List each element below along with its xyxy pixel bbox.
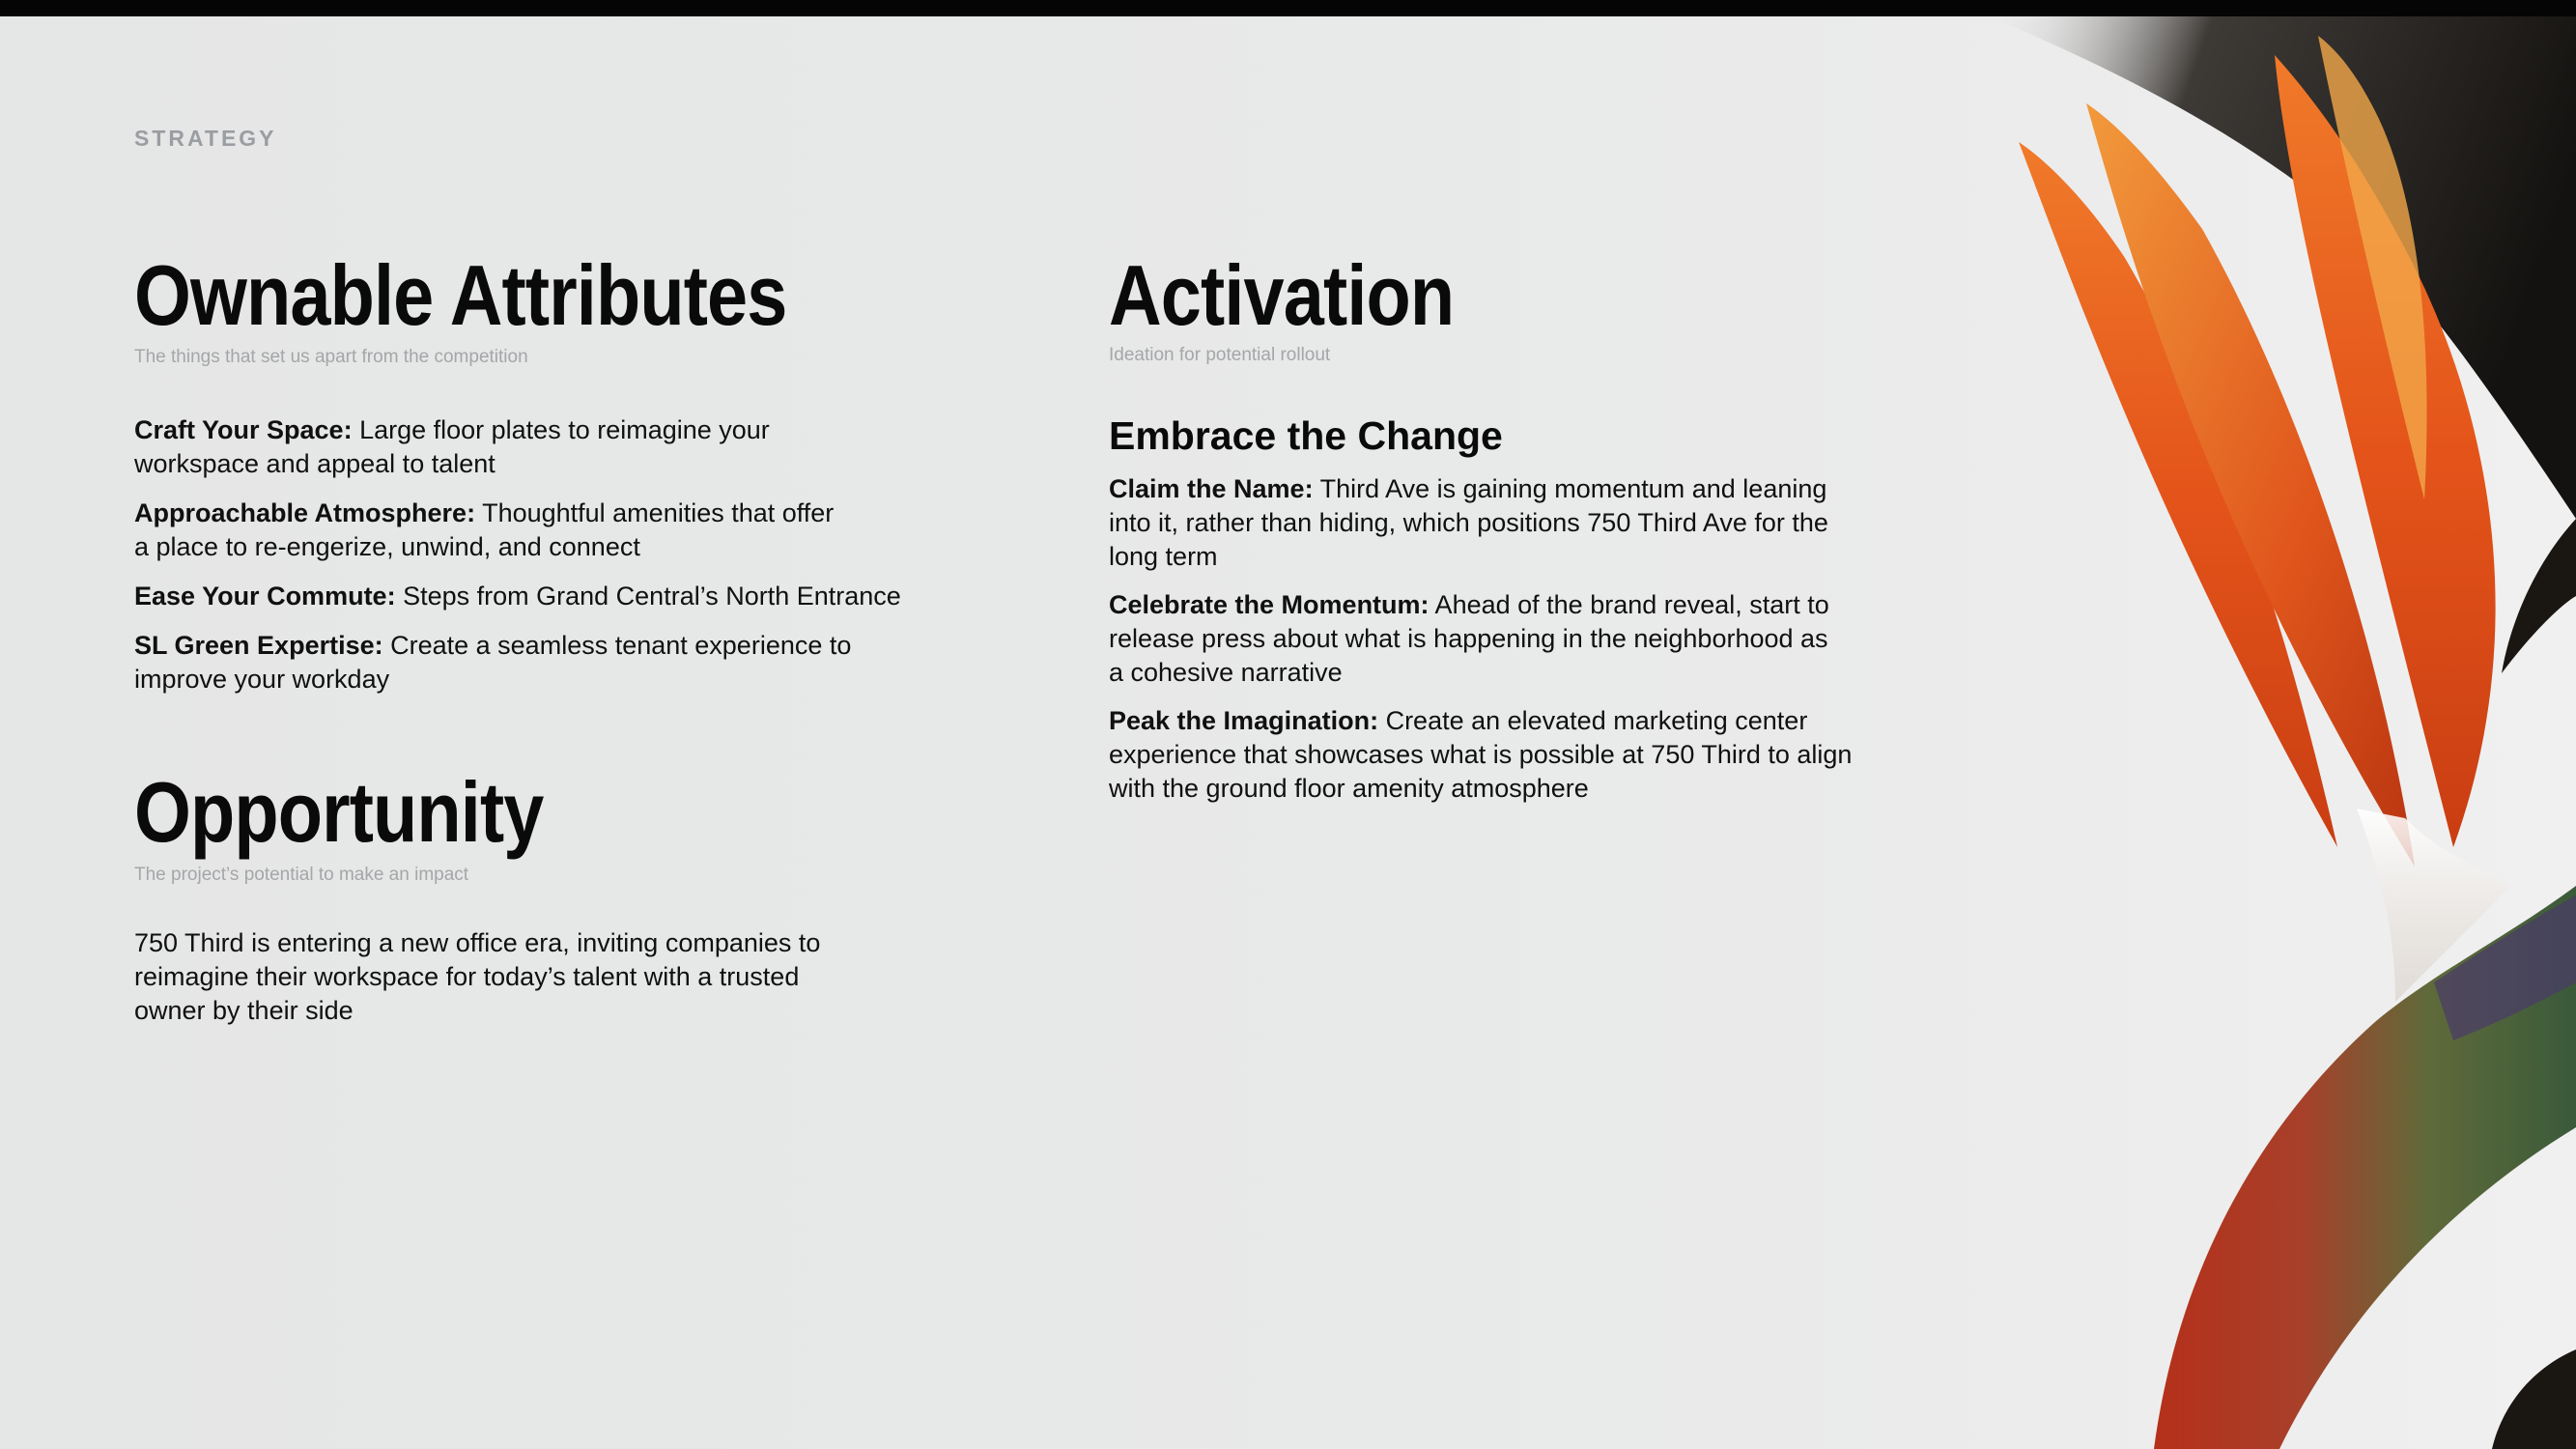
ownable-item	[134, 629, 868, 696]
section-label: STRATEGY	[134, 126, 277, 151]
embrace-change-subheading: Embrace the Change	[1109, 413, 1503, 458]
ownable-item	[134, 580, 1033, 613]
item-text: Large floor plates to reimagine your workspace and appeal to talent	[134, 415, 770, 478]
activation-item	[1109, 588, 1843, 690]
item-key: Craft Your Space:	[134, 415, 353, 444]
ownable-item	[134, 413, 868, 481]
opportunity-body: 750 Third is entering a new office era, inviting companies to reimagine their workspace for today’s talent with a trusted owner by their side	[134, 928, 821, 1025]
activation-item	[1109, 472, 1843, 574]
item-text: Ahead of the brand reveal, start to release press about what is happening in the neighborhood as a cohesive narrative	[1109, 590, 1829, 687]
activation-subtitle: Ideation for potential rollout	[1109, 345, 1331, 365]
item-text: Create an elevated marketing center experience that showcases what is possible at 750 Third to align with the ground floor amenity atmosphere	[1109, 706, 1853, 803]
item-key: Ease Your Commute:	[134, 582, 396, 611]
item-key: Approachable Atmosphere:	[134, 498, 476, 527]
top-bar	[0, 0, 2576, 16]
ownable-attributes-title: Ownable Attributes	[134, 247, 787, 343]
ownable-item	[134, 497, 839, 564]
bird-of-paradise-photo	[1835, 16, 2576, 1449]
item-text: Third Ave is gaining momentum and leaning into it, rather than hiding, which positions 750 Third Ave for the long term	[1109, 474, 1828, 571]
activation-item	[1109, 704, 1853, 806]
item-key: SL Green Expertise:	[134, 631, 383, 660]
item-key: Claim the Name:	[1109, 474, 1314, 503]
activation-title: Activation	[1109, 247, 1455, 343]
item-key: Celebrate the Momentum:	[1109, 590, 1430, 619]
item-key: Peak the Imagination:	[1109, 706, 1379, 735]
opportunity-title: Opportunity	[134, 764, 544, 860]
item-text: Create a seamless tenant experience to improve your workday	[134, 631, 852, 694]
ownable-attributes-subtitle: The things that set us apart from the competition	[134, 347, 528, 367]
opportunity-subtitle: The project’s potential to make an impact	[134, 865, 469, 885]
item-text: Steps from Grand Central’s North Entrance	[395, 582, 901, 611]
item-text: Thoughtful amenities that offer a place to re-engerize, unwind, and connect	[134, 498, 835, 561]
